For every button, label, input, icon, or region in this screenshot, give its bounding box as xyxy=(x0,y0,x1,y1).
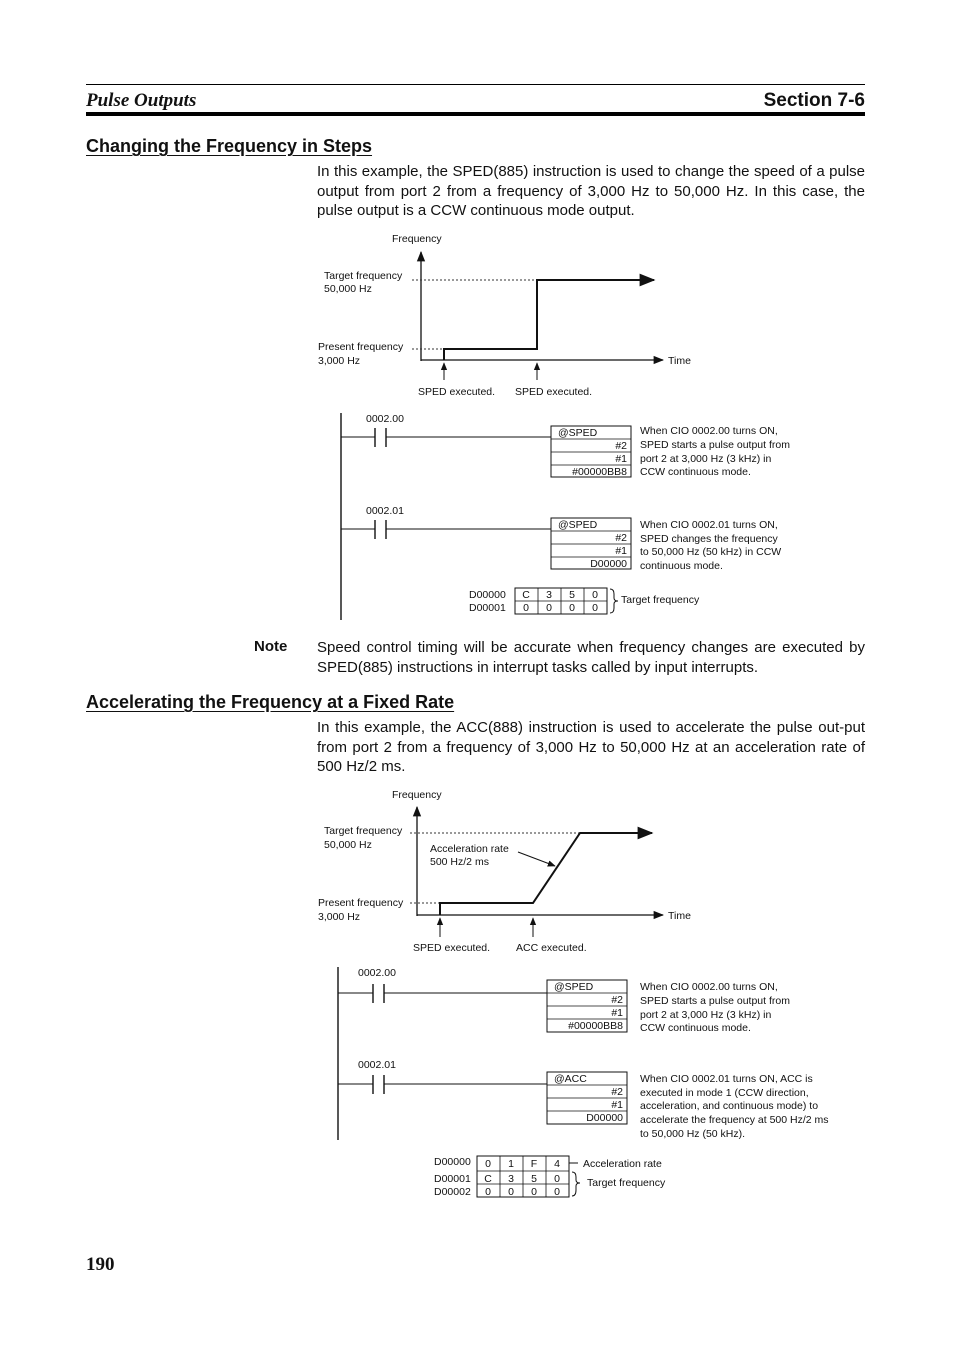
graph1-event-2: SPED executed. xyxy=(515,386,593,398)
mem2-addr-0: D00000 xyxy=(434,1156,471,1168)
running-header-section: Section 7-6 xyxy=(763,90,865,111)
ladder2-rung1-op1: #2 xyxy=(611,994,623,1006)
mem2-r0-d0: 0 xyxy=(485,1158,491,1170)
section1-heading: Changing the Frequency in Steps xyxy=(86,136,373,156)
graph2-accel-label-1: Acceleration rate xyxy=(430,843,509,855)
ladder1-rung2-op2: #1 xyxy=(615,545,627,557)
mem2-r1-d1: 3 xyxy=(508,1173,514,1185)
graph1-y-label: Frequency xyxy=(392,233,442,245)
graph2-target-label-1: Target frequency xyxy=(324,825,403,837)
note-label: Note xyxy=(254,638,288,655)
graph1-x-label: Time xyxy=(668,355,691,367)
ladder2-rung2-desc-2: executed in mode 1 (CCW direction, xyxy=(640,1087,809,1099)
graph1-event-1: SPED executed. xyxy=(418,386,496,398)
ladder1-rung2-op1: #2 xyxy=(615,532,627,544)
graph2-accel-label-2: 500 Hz/2 ms xyxy=(430,856,489,868)
ladder1-rung1-op1: #2 xyxy=(615,440,627,452)
mem2-r0-d1: 1 xyxy=(508,1158,514,1170)
ladder2-rung1-address: 0002.00 xyxy=(358,967,396,979)
mem1-r0-d2: 5 xyxy=(569,589,575,601)
graph2-event-2: ACC executed. xyxy=(516,942,587,954)
mem2-r1-d3: 0 xyxy=(554,1173,560,1185)
mem2-brace-label: Target frequency xyxy=(587,1177,666,1189)
ladder2-rung2-op1: #2 xyxy=(611,1086,623,1098)
memory-table-1 xyxy=(469,588,700,614)
section2-heading: Accelerating the Frequency at a Fixed Rate xyxy=(86,692,455,712)
page-number: 190 xyxy=(86,1254,115,1275)
mem2-accel-label: Acceleration rate xyxy=(583,1158,662,1170)
mem1-r0-d0: C xyxy=(522,589,530,601)
mem2-r2-d0: 0 xyxy=(485,1186,491,1198)
graph2-target-label-2: 50,000 Hz xyxy=(324,839,372,851)
mem1-r1-d3: 0 xyxy=(592,602,598,614)
ladder2-rung1-desc-4: CCW continuous mode. xyxy=(640,1022,751,1034)
graph1-target-label-1: Target frequency xyxy=(324,270,403,282)
ladder2-rung2-op2: #1 xyxy=(611,1099,623,1111)
graph1-frequency-line xyxy=(444,280,652,360)
mem1-r0-d1: 3 xyxy=(546,589,552,601)
ladder1-rung2-desc-1: When CIO 0002.01 turns ON, xyxy=(640,519,778,531)
ladder2-rung2-address: 0002.01 xyxy=(358,1059,396,1071)
ladder1-rung1-desc-4: CCW continuous mode. xyxy=(640,466,751,478)
ladder1-rung1-op2: #1 xyxy=(615,453,627,465)
memory-table-2 xyxy=(434,1156,666,1198)
ladder1-rung2-instr: @SPED xyxy=(558,519,598,531)
section1-intro: In this example, the SPED(885) instruction is used to change the speed of a pulse output from port 2 from a frequency of 3,000 Hz to 50,000 Hz. In this case, the pulse output is a CCW continuous mode output. xyxy=(317,163,865,219)
ladder1-rung2-desc-4: continuous mode. xyxy=(640,560,723,572)
ladder2-rung1-op3: #00000BB8 xyxy=(568,1020,623,1032)
running-header-title: Pulse Outputs xyxy=(86,90,197,111)
mem2-addr-1: D00001 xyxy=(434,1173,471,1185)
ladder2-rung2-desc-1: When CIO 0002.01 turns ON, ACC is xyxy=(640,1073,813,1085)
ladder1-rung2-desc-3: to 50,000 Hz (50 kHz) in CCW xyxy=(640,546,782,558)
ladder2-rung1-op2: #1 xyxy=(611,1007,623,1019)
ladder2-rung2-op3: D00000 xyxy=(586,1112,623,1124)
mem2-r2-d2: 0 xyxy=(531,1186,537,1198)
ladder2 xyxy=(338,967,829,1140)
ladder1-rung1-desc-1: When CIO 0002.00 turns ON, xyxy=(640,425,778,437)
note-text: Speed control timing will be accurate when frequency changes are executed by SPED(885) instructions in interrupt tasks called by input interrupts. xyxy=(317,639,865,676)
mem1-r1-d0: 0 xyxy=(523,602,529,614)
graph2-accel-pointer xyxy=(518,852,555,866)
graph1-present-label-1: Present frequency xyxy=(318,341,404,353)
graph1-step-frequency xyxy=(318,233,691,398)
mem1-r0-d3: 0 xyxy=(592,589,598,601)
mem2-brace xyxy=(572,1172,580,1196)
mem1-brace-label: Target frequency xyxy=(621,594,700,606)
mem2-r0-d3: 4 xyxy=(554,1158,560,1170)
mem1-brace xyxy=(610,589,618,613)
graph2-present-label-2: 3,000 Hz xyxy=(318,911,361,923)
ladder1-rung1-instr: @SPED xyxy=(558,427,598,439)
mem2-r2-d3: 0 xyxy=(554,1186,560,1198)
graph2-present-label-1: Present frequency xyxy=(318,897,404,909)
ladder1-rung1-op3: #00000BB8 xyxy=(572,466,627,478)
mem1-addr-1: D00001 xyxy=(469,602,506,614)
graph2-event-1: SPED executed. xyxy=(413,942,491,954)
graph2-accel-frequency xyxy=(318,789,691,954)
ladder1-rung2-desc-2: SPED changes the frequency xyxy=(640,533,778,545)
ladder1 xyxy=(341,413,790,620)
mem2-r0-d2: F xyxy=(530,1158,538,1170)
ladder2-rung2-desc-3: acceleration, and continuous mode) to xyxy=(640,1100,819,1112)
ladder2-rung2-desc-5: to 50,000 Hz (50 kHz). xyxy=(640,1128,746,1140)
ladder1-rung2-op3: D00000 xyxy=(590,558,627,570)
ladder1-rung1-desc-3: port 2 at 3,000 Hz (3 kHz) in xyxy=(640,453,772,465)
mem1-r1-d2: 0 xyxy=(569,602,575,614)
ladder1-rung1-desc-2: SPED starts a pulse output from xyxy=(640,439,790,451)
ladder2-rung1-desc-2: SPED starts a pulse output from xyxy=(640,995,790,1007)
graph2-y-label: Frequency xyxy=(392,789,442,801)
ladder2-rung1-desc-3: port 2 at 3,000 Hz (3 kHz) in xyxy=(640,1009,772,1021)
mem2-addr-2: D00002 xyxy=(434,1186,471,1198)
ladder2-rung1-desc-1: When CIO 0002.00 turns ON, xyxy=(640,981,778,993)
ladder2-rung2-desc-4: accelerate the frequency at 500 Hz/2 ms xyxy=(640,1114,829,1126)
ladder2-rung1-instr: @SPED xyxy=(554,981,594,993)
mem2-r1-d0: C xyxy=(484,1173,492,1185)
graph1-present-label-2: 3,000 Hz xyxy=(318,355,361,367)
mem1-r1-d1: 0 xyxy=(546,602,552,614)
ladder1-rung2-address: 0002.01 xyxy=(366,505,404,517)
mem1-addr-0: D00000 xyxy=(469,589,506,601)
mem2-r1-d2: 5 xyxy=(531,1173,537,1185)
mem2-r2-d1: 0 xyxy=(508,1186,514,1198)
graph1-target-label-2: 50,000 Hz xyxy=(324,283,372,295)
section2-intro: In this example, the ACC(888) instruction is used to accelerate the pulse out-put from port 2 from a frequency of 3,000 Hz to 50,000 Hz at an acceleration rate of 500 Hz/2 ms. xyxy=(317,719,865,775)
ladder1-rung1-address: 0002.00 xyxy=(366,413,404,425)
ladder2-rung2-instr: @ACC xyxy=(554,1073,587,1085)
graph2-x-label: Time xyxy=(668,910,691,922)
